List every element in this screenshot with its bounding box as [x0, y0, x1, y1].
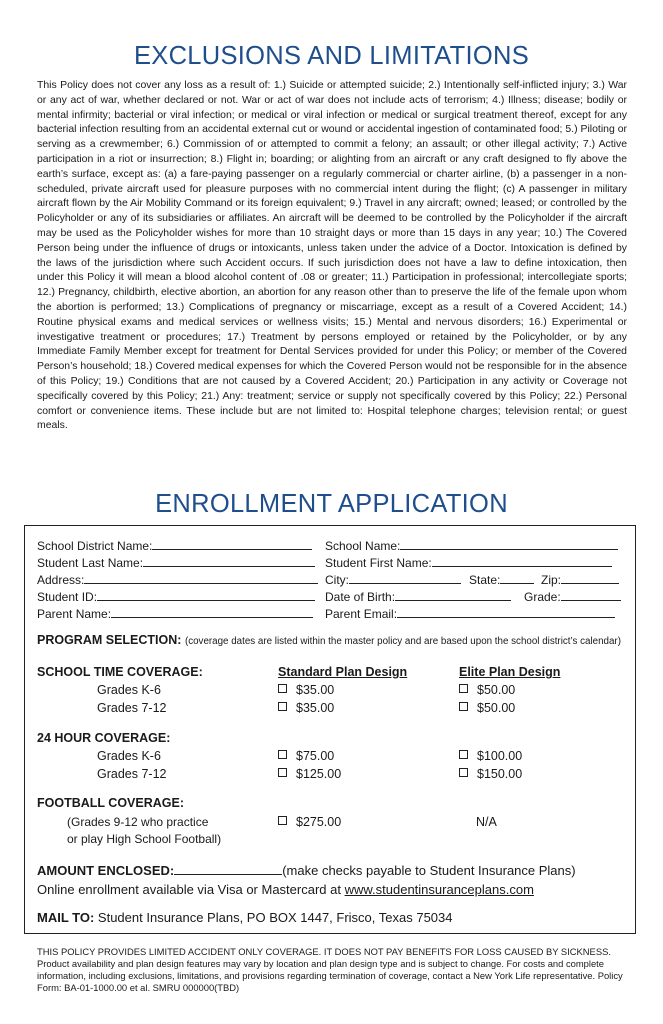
school-district-input[interactable]: [152, 538, 312, 550]
school-district-field[interactable]: [37, 538, 312, 553]
mail-address: Student Insurance Plans, PO BOX 1447, Frisco, Texas 75034: [97, 910, 453, 925]
amount-label: AMOUNT ENCLOSED:: [37, 863, 175, 878]
online-enrollment: [37, 882, 534, 897]
checkbox[interactable]: [278, 702, 287, 711]
price: $100.00: [477, 749, 523, 763]
price: $150.00: [477, 767, 523, 781]
exclusions-body: This Policy does not cover any loss as a result of: 1.) Suicide or attempted suicide; 2.) Intentionally self-inflicted injury; 3.) War or any act of war, whether declared or not. War or act of war does not include acts of terrorism; 4.) Illness; disease; bodily or mental infirmity; bacterial or viral infection; or medical or viral infection or medical or surgical treatment thereof, except for any bacterial infection resulting from an accidental external cut or wound or accidental ingestion of contaminated food; 5.) Piloting or serving as a crewmember; 6.) Commission of or attempted to commit a felony; an assault; or other illegal activity; 7.) Active participation in a riot or insurrection; 8.) Flight in; boarding; or alighting from an aircraft or any craft designed to fly above the earth’s surface, except as: (a) a fare-paying passenger on a regularly commercial or charter airline, (b) a passenger in a non-scheduled, private aircraft used for pleasure purposes with no commercial intent during the flight; (c) A passenger in military aircraft flown by the Air Mobility Command or its foreign equivalent; 9.) Travel in any aircraft; owned; leased; or controlled by the Policyholder or any of its subsidiaries or affiliates. An aircraft will be deemed to be controlled by the Policyholder if the aircraft may be used as the Policyholder wishes for more than 10 straight days or more than 15 days in any year; 10.) The Covered Person being under the influence of drugs or intoxicants, unless taken under the advice of a Doctor. Intoxication is defined by the laws of the jurisdiction where such Accident occurs. If such jurisdiction does not have a law to define intoxication, then under this Policy it will mean a blood alcohol content of .08 or greater; 11.) Participation in professional; intercollegiate sports; 12.) Pregnancy, childbirth, elective abortion, an abortion for any reason other than to preserve the life of the female upon whom the abortion is performed; 13.) Complications of pregnancy or miscarriage, except as a result of a Covered Accident; 14.) Routine physical exams and medical services or wellness visits; 15.) Mental and nervous disorders; 16.) Experimental or investigative treatment or procedures; 17.) Treatment by persons employed or retained by the Policyholder, or by any Immediate Family Member except for treatment for Dental Services provided for under this Policy; or member of the Covered Person’s household; 18.) Covered medical expenses for which the Covered Person would not be responsible for in the absence of this Policy; 19.) Conditions that are not caused by a Covered Accident; 20.) Participation in any activity or Coverage not specifically covered by this Policy; 21.) Any: treatment; service or supply not specifically covered by this Policy; 22.) Personal comfort or convenience items. These include but are not limited to: Hospital telephone charges; television rental; or guest meals.: [37, 80, 627, 432]
amount-enclosed: [37, 863, 576, 878]
school-name-label: School Name:: [325, 539, 401, 553]
student-last-input[interactable]: [143, 555, 315, 567]
exclusions-title: EXCLUSIONS AND LIMITATIONS: [133, 42, 530, 70]
checkbox[interactable]: [459, 750, 468, 759]
football-note-line2: or play High School Football): [67, 832, 222, 846]
student-last-field[interactable]: [37, 555, 315, 570]
hour24-heading: 24 HOUR COVERAGE:: [37, 731, 171, 745]
football-note-line1: (Grades 9-12 who practice: [67, 815, 209, 829]
hour24-7-12-standard-option[interactable]: [278, 767, 341, 781]
football-standard-option[interactable]: [278, 815, 341, 829]
price: $35.00: [296, 683, 335, 697]
student-first-field[interactable]: [325, 555, 612, 570]
price: $35.00: [296, 701, 335, 715]
price: $125.00: [296, 767, 342, 781]
dob-input[interactable]: [395, 589, 511, 601]
address-field[interactable]: [37, 572, 318, 587]
parent-email-field[interactable]: [325, 606, 615, 621]
zip-field[interactable]: [541, 572, 619, 587]
elite-plan-header: Elite Plan Design: [459, 665, 561, 679]
standard-plan-header: Standard Plan Design: [278, 665, 408, 679]
parent-name-field[interactable]: [37, 606, 313, 621]
grade-field[interactable]: [524, 589, 621, 604]
parent-email-input[interactable]: [397, 606, 615, 618]
school-name-field[interactable]: [325, 538, 618, 553]
city-input[interactable]: [349, 572, 461, 584]
program-selection: [37, 633, 621, 647]
state-field[interactable]: [469, 572, 534, 587]
checkbox[interactable]: [278, 816, 287, 825]
school-time-heading: SCHOOL TIME COVERAGE:: [37, 665, 203, 679]
state-label: State:: [469, 573, 501, 587]
student-first-label: Student First Name:: [325, 556, 432, 570]
football-heading: FOOTBALL COVERAGE:: [37, 796, 184, 810]
price: $50.00: [477, 683, 516, 697]
price: $75.00: [296, 749, 335, 763]
address-input[interactable]: [84, 572, 318, 584]
school-time-grade-7-12: Grades 7-12: [97, 701, 167, 715]
hour24-7-12-elite-option[interactable]: [459, 767, 522, 781]
student-id-label: Student ID:: [37, 590, 98, 604]
price: $275.00: [296, 815, 342, 829]
checkbox[interactable]: [459, 768, 468, 777]
price: $50.00: [477, 701, 516, 715]
football-elite-na: N/A: [476, 815, 497, 829]
grade-input[interactable]: [561, 589, 621, 601]
amount-input[interactable]: [174, 863, 282, 875]
checkbox[interactable]: [459, 684, 468, 693]
parent-name-label: Parent Name:: [37, 607, 112, 621]
mail-to: [37, 910, 453, 925]
disclaimer: THIS POLICY PROVIDES LIMITED ACCIDENT ONLY COVERAGE. IT DOES NOT PAY BENEFITS FOR LOSS CAUSED BY SICKNESS. Product availability and plan design features may vary by location and plan design type and is subject to change. For costs and complete information, including exclusions, limitations, and provisions regarding termination of coverage, contact a New York Life representative. Policy Form: BA-01-1000.00 et al. SMRU 000000(TBD): [37, 946, 623, 993]
dob-label: Date of Birth:: [325, 590, 396, 604]
hour24-grade-7-12: Grades 7-12: [97, 767, 167, 781]
student-first-input[interactable]: [432, 555, 612, 567]
mail-label: MAIL TO:: [37, 910, 95, 925]
program-selection-note: (coverage dates are listed within the master policy and are based upon the school district’s calendar): [184, 636, 621, 647]
school-time-grade-k6: Grades K-6: [97, 683, 161, 697]
online-text: Online enrollment available via Visa or Mastercard at: [37, 882, 345, 897]
zip-input[interactable]: [561, 572, 619, 584]
grade-label: Grade:: [524, 590, 561, 604]
school-district-label: School District Name:: [37, 539, 153, 553]
enrollment-title: ENROLLMENT APPLICATION: [155, 490, 508, 518]
amount-note: (make checks payable to Student Insurance Plans): [282, 863, 576, 878]
dob-field[interactable]: [325, 589, 511, 604]
checkbox[interactable]: [278, 684, 287, 693]
city-field[interactable]: [325, 572, 461, 587]
school-time-7-12-elite-option[interactable]: [459, 701, 515, 715]
zip-label: Zip:: [541, 573, 562, 587]
student-id-field[interactable]: [37, 589, 315, 604]
student-id-input[interactable]: [97, 589, 315, 601]
student-last-label: Student Last Name:: [37, 556, 144, 570]
parent-email-label: Parent Email:: [325, 607, 398, 621]
checkbox[interactable]: [278, 768, 287, 777]
checkbox[interactable]: [278, 750, 287, 759]
hour24-k6-elite-option[interactable]: [459, 749, 522, 763]
address-label: Address:: [37, 573, 85, 587]
school-time-7-12-standard-option[interactable]: [278, 701, 334, 715]
city-label: City:: [325, 573, 349, 587]
checkbox[interactable]: [459, 702, 468, 711]
hour24-k6-standard-option[interactable]: [278, 749, 334, 763]
enrollment-form: [24, 525, 636, 934]
school-time-k6-standard-option[interactable]: [278, 683, 334, 697]
school-name-input[interactable]: [400, 538, 618, 550]
online-link[interactable]: www.studentinsuranceplans.com: [344, 882, 534, 897]
hour24-grade-k6: Grades K-6: [97, 749, 161, 763]
state-input[interactable]: [500, 572, 534, 584]
parent-name-input[interactable]: [111, 606, 313, 618]
program-selection-label: PROGRAM SELECTION:: [37, 633, 182, 647]
school-time-k6-elite-option[interactable]: [459, 683, 515, 697]
